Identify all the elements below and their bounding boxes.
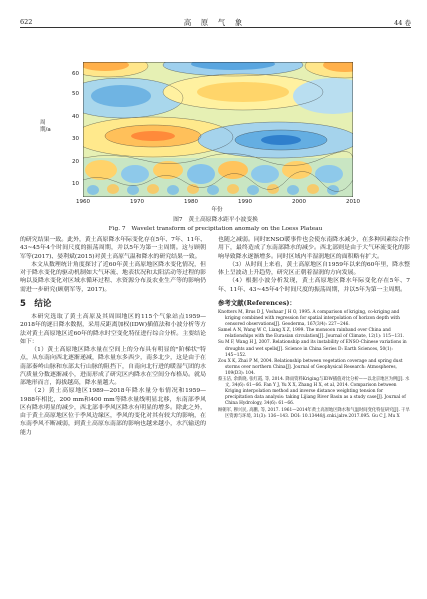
y-tick-label: 30: [72, 136, 79, 142]
paragraph: 本文从数理统计角度探讨了近60年黄土高原地区降水变化情况，但对于降水变化的驱动机制如大气环流、地表状况和太阳活动等过程的影响以及降水变化对区域水循环过程、水资源分布及农业生产等的影响仍需进一步研究(顾朝军等，2017)。: [20, 261, 206, 293]
paragraph: 的研究结果一致。此外，黄土高原降水年际变化存在5年、7年、11年、43~45年4个时间尺度的振荡周期，并以5年为第一主周期。这与顾朝军等(2017)、晏利斌(2015)对黄土高原气温和降水的研究结果一致。: [20, 237, 206, 260]
paragraph: （2）黄土高原地区1989—2018年降水量分布情况和1959—1988年相比，200 mm和400 mm等降水量线明显北移，东南部季风区有降水明显的减少，西北部非季风区降水有明显的增多。除此之外，由于黄土高原地区位于季风边缘区，季风的变化对其有较大的影响，在东南季风不断减弱，到黄土高原东南部的影响也越来越小，水汽输送的能力: [20, 388, 206, 436]
x-tick-label: 2000: [292, 199, 306, 205]
paragraph: （3）从时间上来看，黄土高原地区自1959年以来的60年里，降水整体上呈波动上升趋势，研究区正朝着湿润的方向发展。: [218, 261, 410, 276]
x-tick-label: 1980: [184, 199, 198, 205]
left-column: [20, 236, 206, 437]
reference-item: Su M F, Wang H J, 2007. Relationship and its instability of ENSO-Chinese variations in droughts and wet spells[J]. Science in China Series D: Earth Sciences, 50(1): 145−152.: [218, 340, 407, 358]
x-axis-label: 年份: [211, 207, 223, 213]
section-heading: 5 结论: [20, 298, 52, 309]
figure-caption-en: Fig. 7 Wavelet transform of precipitation anomaly on the Loess Plateau: [108, 226, 323, 232]
paragraph: （4）根据小波分析发现，黄土高原地区降水年际变化存在5年、7年、11年、43~45年4个时间尺度的振荡周期，并以5年为第一主周期。: [218, 278, 410, 293]
reference-item: Knotters M, Brus D J, Voshaar J H O, 1995. A comparison of kriging, co-kriging and kriging combined with regression for spatial interpolation of horizon depth with censored observations[J]. Geoderma, 167(3/4): 227−246.: [218, 310, 400, 328]
references-heading: 参考文献(References)：: [218, 298, 296, 307]
y-axis-label: 周期/a: [40, 120, 51, 133]
x-tick-label: 1960: [76, 199, 90, 205]
right-column: [218, 236, 410, 420]
paragraph: 也随之减弱。同时ENSO暖事件也会使东南降水减少，在多种因素综合作用下，最终造成了东南部降水的减少。西北部则是由于大气环流变化的影响导致降水逐渐增多。同时区域内半湿润地区的面积略有扩大。: [218, 237, 410, 260]
x-tick-label: 1990: [238, 199, 252, 205]
reference-item: Samel A N, Wang W C, Liang X Z, 1999. The monsoon rainband over China and relationships with the Eurasian circulation[J]. Journal of Climate, 12(1): 115−131.: [218, 328, 405, 340]
page-number: 622: [20, 18, 33, 26]
journal-title: 高 原 气 象: [183, 18, 244, 27]
reference-item: 顾朝军, 穆兴民, 高鹏, 等, 2017. 1961—2014年黄土高原地区降水和气温时间变化特征研究[J]. 干旱区资源与环境, 31(3): 136−143. DOI: 10.13448/j.cnki.jalre.2017.095. Gu C J, Mu X: [218, 407, 410, 419]
x-tick-label: 1970: [130, 199, 144, 205]
reference-item: 蔡玉洁, 余新晓, 张红霞, 等, 2014. 降雨资料Kriging与IDW插值对比分析——以北京地区为例[J]. 水文, 34(6): 61−66. Fan Y J, Yu X X, Zhang H X, et al, 2014. Comparison between Kriging interpolation method and inverse distance weighting tension for precipitation data analysis: taking Lijiang River Basin as a study case[J]. Journal of China Hydrology, 34(6): 61−66.: [218, 377, 410, 407]
reference-item: Zou X K, Zhai P M, 2004. Relationship between vegetation coverage and spring dust storms over northern China[J]. Journal of Geophysical Research: Atmospheres, 109(D3): 104.: [218, 358, 403, 376]
x-tick-label: 2010: [346, 199, 360, 205]
y-tick-label: 40: [72, 114, 79, 120]
volume-label: 44 卷: [394, 19, 411, 27]
wavelet-figure: [0, 0, 427, 250]
y-tick-label: 20: [72, 159, 79, 165]
y-tick-label: 50: [72, 91, 79, 97]
paragraph: （1）黄土高原地区降水量在空间上的分布具有明显的"阶梯状"特点，从东南向西北逐渐递减，降水量东多西少，南多北少，这是由于在南部秦岭山脉和东部太行山脉的阻挡下，自南向北行进的暖湿气团的水汽质量分数逐渐减小，进而形成了研究区内降水在空间分布格局。就局部地形而言，海拔越高，降水量越大。: [20, 347, 206, 386]
figure-caption-cn: 图7 黄土高原降水距平小波变换: [173, 217, 258, 223]
paragraph: 本研究选取了黄土高原及其周围地区的115个气象站点1959—2018年的逐日降水数据，采用反距离加权(IDW)插值法和小波分析等方法对黄土高原地区近60年的降水时空变化特征进行综合分析。主要结论如下：: [20, 314, 206, 345]
wavelet-contour-plot: [83, 62, 353, 197]
y-tick-label: 60: [72, 71, 79, 77]
y-tick-label: 10: [72, 181, 79, 187]
